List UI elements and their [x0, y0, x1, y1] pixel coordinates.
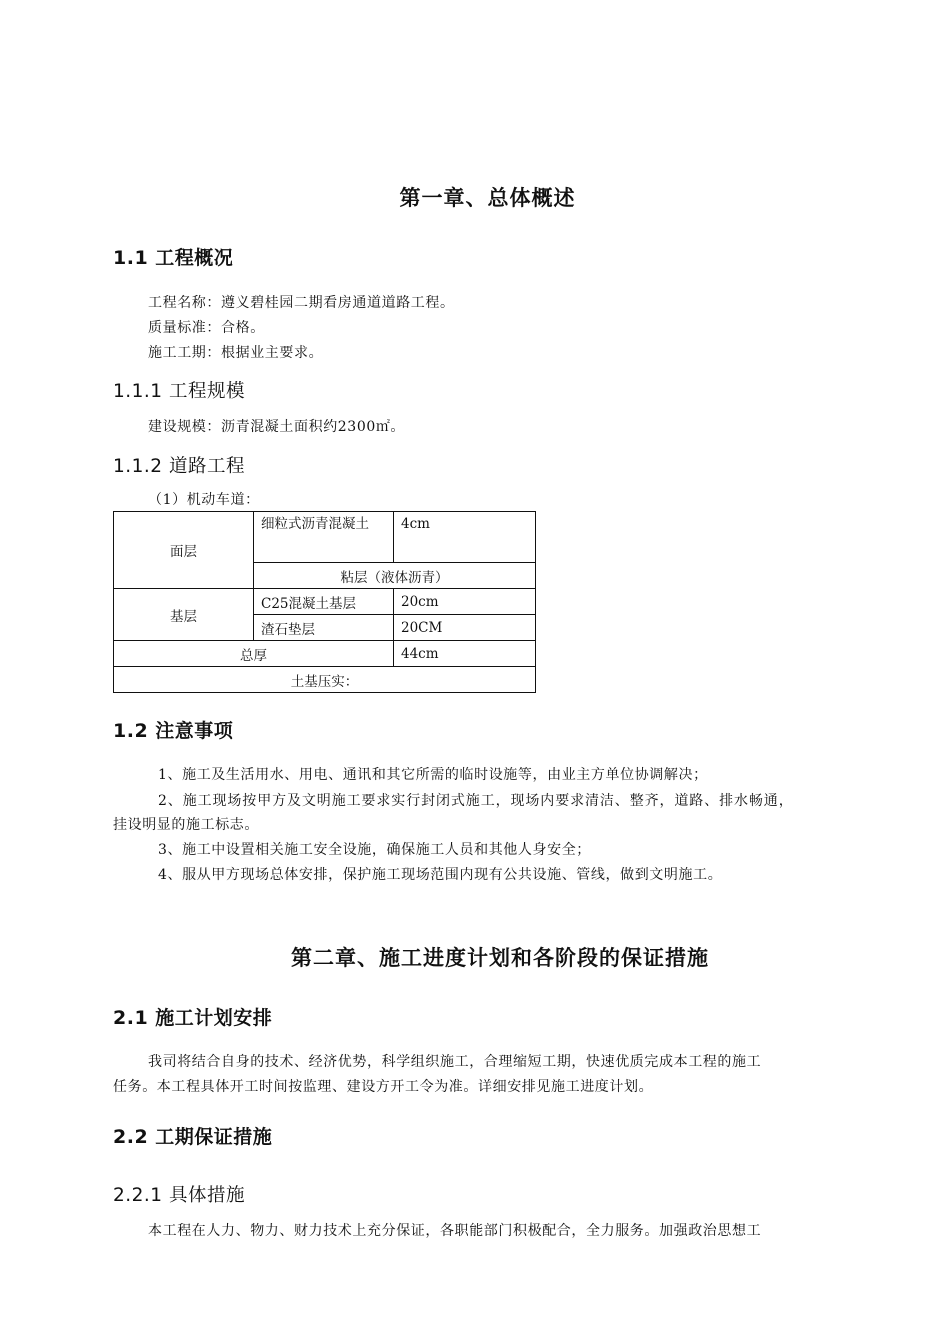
subgrade-cell: 土基压实： [114, 667, 536, 693]
schedule-paragraph-line-1: 我司将结合自身的技术、经济优势，科学组织施工，合理缩短工期，快速优质完成本工程的施工 [148, 1054, 762, 1070]
table-row [114, 512, 536, 563]
section-2-2-1-heading: 2.2.1 具体措施 [113, 1185, 245, 1206]
notice-item-1: 1、施工及生活用水、用电、通讯和其它所需的临时设施等，由业主方单位协调解决； [158, 767, 708, 783]
schedule-paragraph-line-2: 任务。本工程具体开工时间按监理、建设方开工令为准。详细安排见施工进度计划。 [113, 1079, 654, 1095]
fine-asphalt-cell: 细粒式沥青混凝土 [254, 512, 394, 563]
section-1-2-heading: 1.2 注意事项 [113, 720, 234, 742]
c25-base-thickness-cell: 20cm [394, 589, 536, 615]
construction-scale-line: 建设规模：沥青混凝土面积约2300㎡。 [148, 419, 406, 435]
section-1-1-2-heading: 1.1.2 道路工程 [113, 456, 245, 477]
quality-standard-line: 质量标准：合格。 [148, 320, 265, 336]
total-thickness-label-cell: 总厚 [114, 641, 394, 667]
section-2-1-heading: 2.1 施工计划安排 [113, 1007, 273, 1029]
motor-lane-caption: （1）机动车道： [148, 492, 260, 508]
section-2-2-heading: 2.2 工期保证措施 [113, 1126, 273, 1148]
construction-period-line: 施工工期：根据业主要求。 [148, 345, 324, 361]
tack-coat-cell: 粘层（液体沥青） [254, 563, 536, 589]
chapter-2-title: 第二章、施工进度计划和各阶段的保证措施 [291, 946, 709, 970]
notice-item-2-continued: 挂设明显的施工标志。 [113, 817, 259, 833]
gravel-cushion-thickness-cell: 20CM [394, 615, 536, 641]
project-name-line: 工程名称：遵义碧桂园二期看房通道道路工程。 [148, 295, 455, 311]
notice-item-4: 4、服从甲方现场总体安排，保护施工现场范围内现有公共设施、管线，做到文明施工。 [158, 867, 723, 883]
table-row [114, 589, 536, 615]
measures-paragraph-line-1: 本工程在人力、物力、财力技术上充分保证，各职能部门积极配合，全力服务。加强政治思想工 [148, 1223, 762, 1239]
chapter-1-title: 第一章、总体概述 [399, 186, 576, 210]
section-1-1-1-heading: 1.1.1 工程规模 [113, 381, 245, 402]
pavement-structure-table [113, 511, 536, 693]
fine-asphalt-thickness-cell: 4cm [394, 512, 536, 563]
base-layer-cell: 基层 [114, 589, 254, 641]
c25-base-cell: C25混凝土基层 [254, 589, 394, 615]
table-row [114, 667, 536, 693]
surface-layer-cell: 面层 [114, 512, 254, 589]
total-thickness-value-cell: 44cm [394, 641, 536, 667]
table-row [114, 641, 536, 667]
notice-item-2: 2、施工现场按甲方及文明施工要求实行封闭式施工，现场内要求清洁、整齐，道路、排水畅通， [158, 793, 794, 809]
section-1-1-heading: 1.1 工程概况 [113, 247, 234, 269]
notice-item-3: 3、施工中设置相关施工安全设施，确保施工人员和其他人身安全； [158, 842, 591, 858]
gravel-cushion-cell: 渣石垫层 [254, 615, 394, 641]
